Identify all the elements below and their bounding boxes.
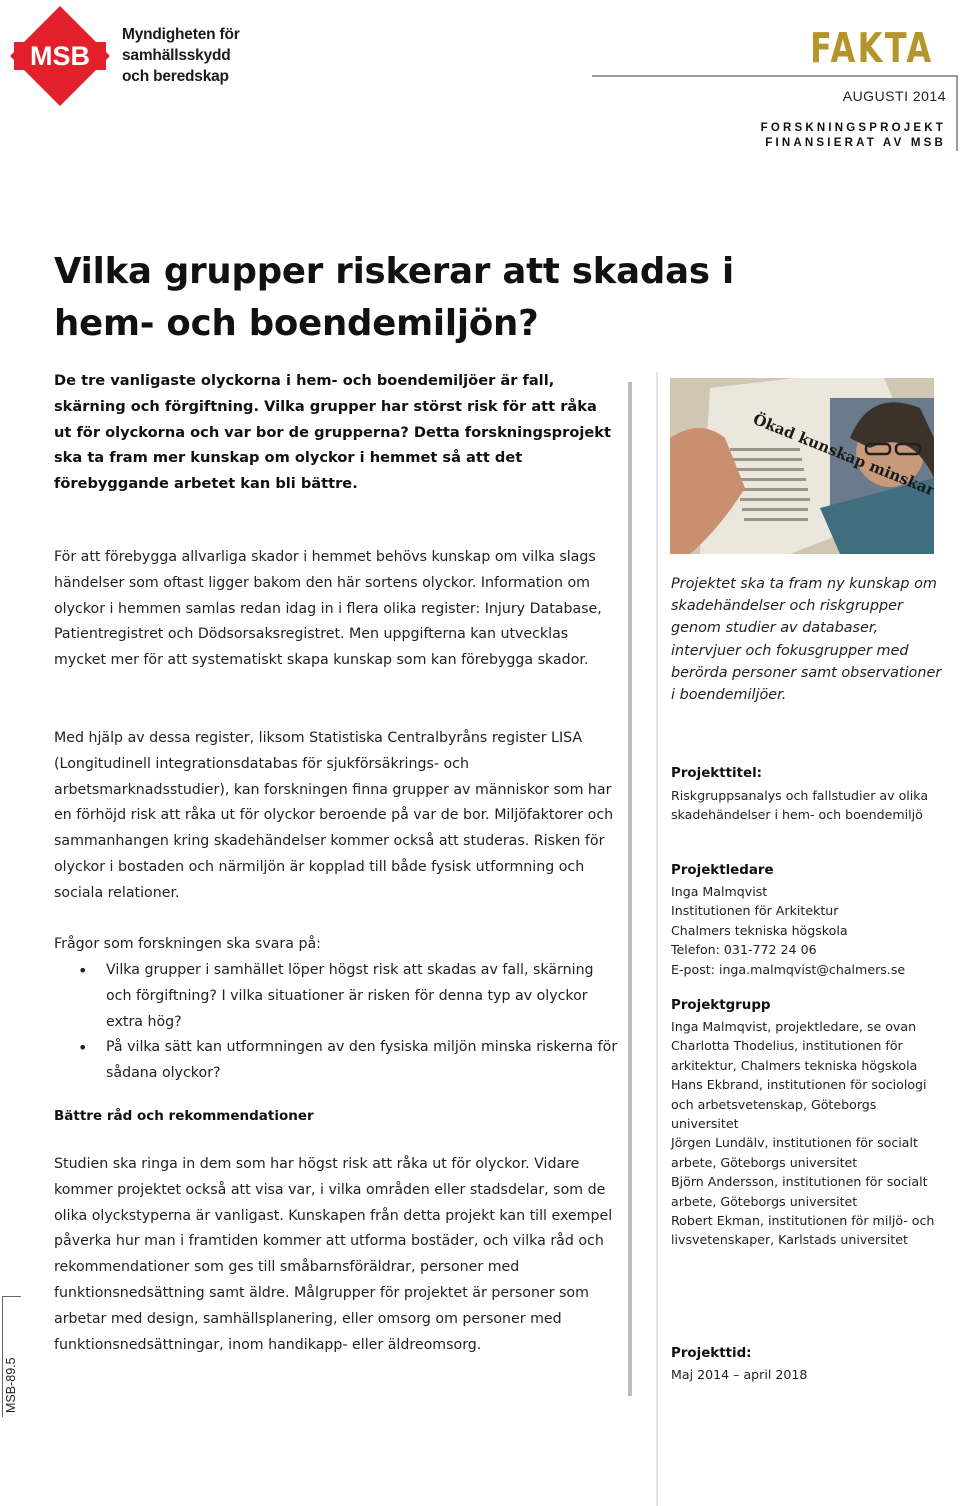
page-title: Vilka grupper riskerar att skadas i hem- och boendemiljön? [54,251,734,344]
header-rule [592,75,958,77]
newspaper-photo [670,378,934,554]
sidebar-divider [656,372,658,1506]
logo-text: MSB [30,41,90,71]
list-item: Hans Ekbrand, institutionen för sociologi och arbetsvetenskap, Göteborgs universitet [671,1077,927,1132]
projektledare-label: Projektledare [671,863,774,878]
projekttid-value: Maj 2014 – april 2018 [671,1367,808,1382]
lead-paragraph: De tre vanligaste olyckorna i hem- och boendemiljöer är fall, skärning och förgiftning. Vilka grupper har störst risk för att råka ut för olyckorna och var bor de grupperna? Detta forskningsprojekt ska ta fram mer kunskap om olyckor i hemmet så att det förebyggande arbetet kan bli bättre. [54,372,611,493]
publication-date: AUGUSTI 2014 [842,88,946,104]
section-heading: Bättre råd och rekommendationer [54,1108,314,1124]
document-code-text: MSB-89.5 [4,1357,18,1413]
body-paragraph: För att förebygga allvarliga skador i hemmet behövs kunskap om vilka slags händelser som oftast ligger bakom den här sortens olyckor. Information om olyckor i hemmen samlas redan idag in i flera olika register: Injury Database, Patientregistret och Dödsorsaksregistret. Men uppgifterna kan utvecklas mycket mer för att systematiskt skapa kunskap som kan förebygga skador. [54,549,602,669]
photo-caption: Projektet ska ta fram ny kunskap om skadehändelser och riskgrupper genom studier av databaser, intervjuer och fokusgrupper med berörda personer samt observationer i boendemiljöer. [671,576,942,704]
contact-line: Chalmers tekniska högskola [671,922,848,938]
fakta-badge: FAKTA [810,24,934,72]
projektgrupp-label: Projektgrupp [671,998,771,1013]
list-item: Björn Andersson, institutionen för socialt arbete, Göteborgs universitet [671,1174,928,1209]
header-vertical-rule [956,75,958,151]
document-code [2,1296,21,1417]
contact-line: Institutionen för Arkitektur [671,903,839,919]
projektledare-info [671,882,943,979]
list-item: • Vilka grupper i samhället löper högst risk att skadas av fall, skärning och förgiftning? I vilka situationer är risken för denna typ av olyckor extra hög? [54,958,619,1035]
projekttitel-value: Riskgruppsanalys och fallstudier av olika skadehändelser i hem- och boendemiljö [671,788,929,823]
msb-logo [8,4,112,108]
org-line: Myndigheten för [122,26,240,43]
body-paragraph: Med hjälp av dessa register, liksom Statistiska Centralbyråns register LISA (Longitudinell integrationsdatabas för sjukförsäkrings- och arbetsmarknadsstudier), kan forskningen finna grupper av människor som har en förhöjd risk att råka ut för olyckor beroende på var de bor. Miljöfaktorer och sammanhangen kring skadehändelser kommer också att studeras. Risken för olyckor i bostaden och närmiljön är kopplad till både fysisk utformning och sociala relationer. [54,730,614,901]
photo-headline: Ökad kunskap minskar [750,410,934,500]
body-paragraph: Studien ska ringa in dem som har högst risk att råka ut för olyckor. Vidare kommer projektet också att visa var, i vilka områden eller stadsdelar, som de olika olyckstyperna är vanligast. Kunskapen från detta projekt kan till exempel påverka hur man i framtiden kommer att utforma bostäder, och vilka råd och rekommendationer som ges till småbarnsföräldrar, personer med funktionsnedsättning samt äldre. Målgrupper för projektet är personer som arbetar med design, samhällsplanering, eller omsorg om personer med funktionsnedsättningar, inom handikapp- eller äldreomsorg. [54,1156,613,1353]
list-item: Inga Malmqvist, projektledare, se ovan [671,1019,917,1034]
project-tag-line: FINANSIERAT AV MSB [765,137,946,149]
questions-intro: Frågor som forskningen ska svara på: [54,936,321,952]
list-item: Robert Ekman, institutionen för miljö- och livsvetenskaper, Karlstads universitet [671,1213,935,1248]
contact-line: Telefon: 031-772 24 06 [671,942,817,958]
column-divider [628,382,632,1396]
projekttid-label: Projekttid: [671,1346,752,1361]
list-item: Charlotta Thodelius, institutionen för arkitektur, Chalmers tekniska högskola [671,1038,918,1073]
org-line: samhällsskydd [122,47,231,64]
questions-list [54,958,619,1087]
contact-line: Inga Malmqvist [671,884,768,899]
projekttitel-label: Projekttitel: [671,766,763,781]
projektgrupp-list [671,1017,943,1250]
contact-line: E-post: inga.malmqvist@chalmers.se [671,961,906,977]
org-name [122,24,240,87]
project-tag-line: FORSKNINGSPROJEKT [760,122,946,134]
list-item: Jörgen Lundälv, institutionen för socialt arbete, Göteborgs universitet [671,1135,918,1170]
list-item: • På vilka sätt kan utformningen av den fysiska miljön minska riskerna för sådana olyckor? [54,1035,619,1087]
org-line: och beredskap [122,68,229,85]
